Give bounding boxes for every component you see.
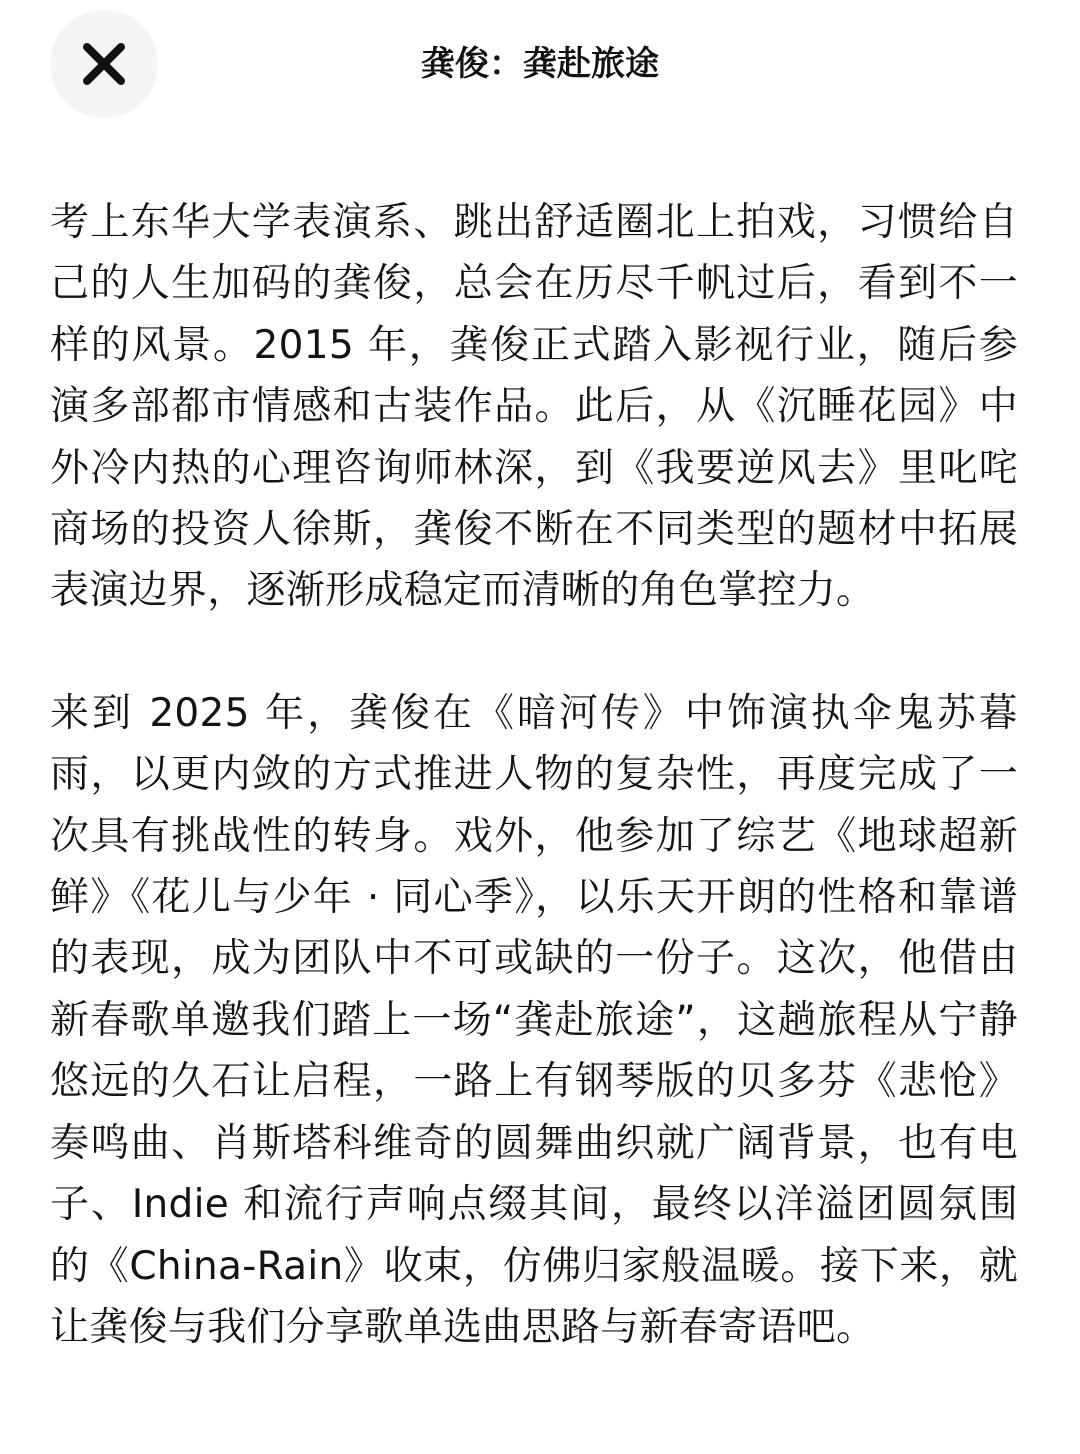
page-title: 龚俊：龚赴旅途	[421, 44, 659, 84]
article-body	[50, 192, 1018, 1358]
top-bar	[0, 0, 1080, 140]
article-paragraph: 来到 2025 年，龚俊在《暗河传》中饰演执伞鬼苏暮雨，以更内敛的方式推进人物的复杂性，再度完成了一次具有挑战性的转身。戏外，他参加了综艺《地球超新鲜》《花儿与少年 · 同心季》，以乐天开朗的性格和靠谱的表现，成为团队中不可或缺的一份子。这次，他借由新春歌单邀我们踏上一场“龚赴旅途”，这趟旅程从宁静悠远的久石让启程，一路上有钢琴版的贝多芬《悲怆》奏鸣曲、肖斯塔科维奇的圆舞曲织就广阔背景，也有电子、Indie 和流行声响点缀其间，最终以洋溢团圆氛围的《China-Rain》收束，仿佛归家般温暖。接下来，就让龚俊与我们分享歌单选曲思路与新春寄语吧。	[50, 690, 1018, 1350]
article-paragraph: 考上东华大学表演系、跳出舒适圈北上拍戏，习惯给自己的人生加码的龚俊，总会在历尽千帆过后，看到不一样的风景。2015 年，龚俊正式踏入影视行业，随后参演多部都市情感和古装作品。此后，从《沉睡花园》中外冷内热的心理咨询师林深，到《我要逆风去》里叱咤商场的投资人徐斯，龚俊不断在不同类型的题材中拓展表演边界，逐渐形成稳定而清晰的角色掌控力。	[50, 200, 1018, 614]
